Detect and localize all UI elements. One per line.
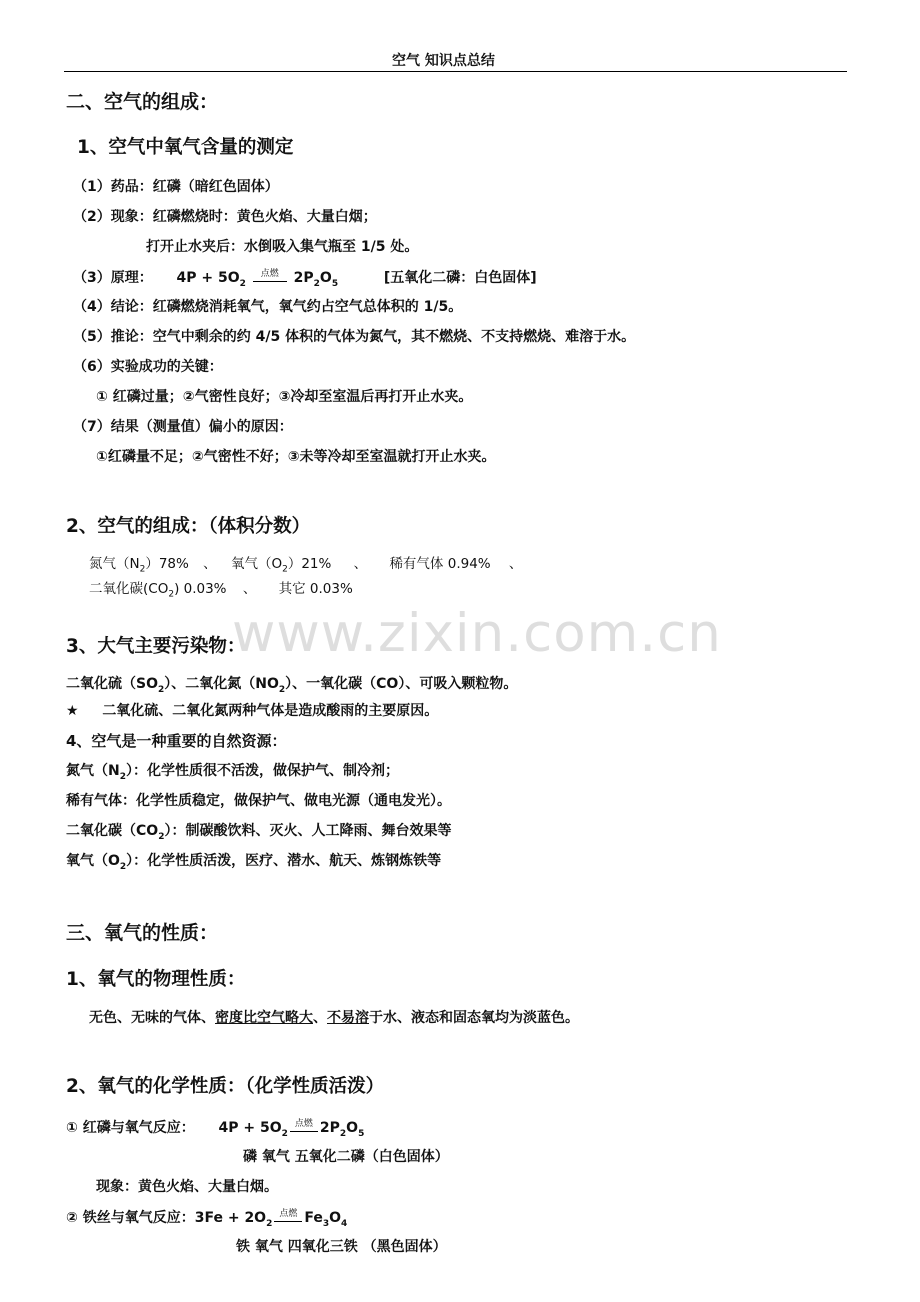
equation-sub: 5	[331, 278, 339, 289]
section-heading-oxygen-properties: 三、氧气的性质：	[66, 922, 219, 944]
equation-product: 2P	[319, 1120, 340, 1136]
equation-product: Fe	[304, 1210, 323, 1226]
reaction-condition: 点燃	[272, 1206, 304, 1219]
resource-text: 氧气（O	[66, 853, 120, 869]
formula-sub: 2	[119, 771, 126, 782]
measurement-line-7: （6）实验成功的关键：	[73, 359, 223, 375]
measurement-line-2: （2）现象：红磷燃烧时：黄色火焰、大量白烟；	[73, 209, 377, 225]
formula-sub: 5	[358, 1128, 365, 1139]
resource-rare-gas: 稀有气体：化学性质稳定，做保护气、做电光源（通电发光）。	[66, 793, 451, 809]
acid-rain-text: 二氧化硫、二氧化氮两种气体是造成酸雨的主要原因。	[102, 703, 439, 719]
subheading-physical-properties: 1、氧气的物理性质：	[66, 969, 246, 990]
formula-sub: 4	[341, 1218, 348, 1229]
measurement-line-9: （7）结果（测量值）偏小的原因：	[73, 419, 293, 435]
measurement-line-5: （4）结论：红磷燃烧消耗氧气，氧气约占空气总体积的 1/5。	[73, 299, 463, 315]
separator: 、	[242, 581, 257, 597]
star-icon: ★	[66, 703, 79, 719]
subheading-resources: 4、空气是一种重要的自然资源：	[66, 732, 287, 750]
resource-text: ）：化学性质活泼，医疗、潜水、航天、炼钢炼铁等	[126, 853, 442, 869]
reaction-iron	[66, 1206, 347, 1229]
resource-co2	[66, 820, 451, 842]
product-note: [五氧化二磷：白色固体]	[383, 270, 537, 286]
reaction-condition: 点燃	[288, 1116, 320, 1129]
resource-text: ）：化学性质很不活泼，做保护气、制冷剂；	[125, 763, 399, 779]
formula-sub: 2	[168, 589, 175, 600]
reaction-condition: 点燃	[251, 266, 289, 279]
formula-sub: 2	[339, 1128, 347, 1139]
separator: 、	[353, 556, 368, 572]
page-header-title: 空气 知识点总结	[392, 53, 495, 69]
principle-label: （3）原理：	[73, 270, 153, 286]
property-text: 、	[313, 1010, 327, 1026]
resource-text: ）：制碳酸饮料、灭火、人工降雨、舞台效果等	[164, 823, 452, 839]
equation-sub: 2	[239, 278, 246, 289]
resource-oxygen	[66, 850, 441, 872]
formula-sub: 2	[119, 861, 127, 872]
formula-sub: 2	[266, 1218, 273, 1229]
solubility-underlined: 不易溶	[327, 1010, 369, 1026]
formula-sub: 2	[278, 684, 286, 695]
measurement-line-8: ① 红磷过量；②气密性良好；③冷却至室温后再打开止水夹。	[96, 389, 473, 405]
measurement-line-10: ①红磷量不足；②气密性不好；③未等冷却至室温就打开止水夹。	[96, 449, 496, 465]
equation-product: 2P	[293, 270, 314, 286]
reaction-phosphorus	[66, 1116, 364, 1139]
measurement-line-6: （5）推论：空气中剩余的约 4/5 体积的气体为氮气，其不燃烧、不支持燃烧、难溶于水。	[73, 329, 636, 345]
subheading-pollutants: 3、大气主要污染物：	[66, 636, 246, 657]
property-text: 无色、无味的气体、	[89, 1010, 215, 1026]
composition-row-1	[89, 552, 522, 575]
formula-sub: 3	[322, 1218, 330, 1229]
reaction-phosphorus-phenomenon: 现象：黄色火焰、大量白烟。	[96, 1179, 278, 1195]
watermark: www.zixin.com.cn	[232, 603, 722, 664]
resource-text: 氮气（N	[66, 763, 120, 779]
equation-reactants: 3Fe + 2O	[194, 1210, 267, 1226]
measurement-line-1: （1）药品：红磷（暗红色固体）	[73, 179, 279, 195]
acid-rain-note	[66, 700, 438, 720]
formula-sub: 2	[282, 564, 288, 575]
nitrogen-label: 氮气（N	[89, 556, 140, 572]
subheading-chemical-properties: 2、氧气的化学性质：（化学性质活泼）	[66, 1076, 385, 1097]
separator: 、	[508, 556, 523, 572]
equation-product: O	[319, 270, 332, 286]
formula-sub: 2	[158, 831, 165, 842]
formula-sub: 2	[281, 1128, 288, 1139]
reaction-phosphorus-names: 磷 氧气 五氧化二磷（白色固体）	[243, 1149, 449, 1165]
co2-label: 二氧化碳(CO	[89, 581, 169, 597]
other-value: 其它 0.03%	[278, 581, 353, 597]
subheading-oxygen-measurement: 1、空气中氧气含量的测定	[77, 137, 294, 158]
reaction-label: ② 铁丝与氧气反应：	[66, 1210, 195, 1226]
equation-sub: 2	[313, 278, 320, 289]
property-text: 于水、液态和固态氧均为淡蓝色。	[369, 1010, 579, 1026]
pollutant-text: ）、一氧化碳（CO）、可吸入颗粒物。	[285, 676, 518, 692]
resource-text: 二氧化碳（CO	[66, 823, 159, 839]
rare-gas-value: 稀有气体 0.94%	[389, 556, 491, 572]
principle-line	[73, 266, 537, 289]
co2-value: ) 0.03%	[174, 581, 227, 597]
resource-nitrogen	[66, 760, 399, 782]
pollutants-line	[66, 673, 517, 695]
formula-sub: 2	[157, 684, 165, 695]
equation-product: O	[346, 1120, 359, 1136]
section-heading-composition: 二、空气的组成：	[66, 91, 219, 113]
subheading-air-composition: 2、空气的组成：（体积分数）	[66, 516, 311, 537]
density-underlined: 密度比空气略大	[215, 1010, 313, 1026]
reaction-label: ① 红磷与氧气反应：	[66, 1120, 195, 1136]
composition-row-2	[89, 577, 353, 600]
pollutant-text: ）、二氧化氮（NO	[164, 676, 279, 692]
equation-reactants: 4P + 5O	[176, 270, 240, 286]
equation-product: O	[329, 1210, 342, 1226]
nitrogen-value: ）78%	[145, 556, 189, 572]
physical-properties-text	[89, 1007, 579, 1027]
formula-sub: 2	[139, 564, 146, 575]
measurement-line-3: 打开止水夹后：水倒吸入集气瓶至 1/5 处。	[146, 239, 419, 255]
oxygen-label: 氧气（O	[230, 556, 283, 572]
header-divider	[64, 71, 847, 72]
reaction-iron-names: 铁 氧气 四氧化三铁 （黑色固体）	[236, 1239, 447, 1255]
oxygen-value: ）21%	[287, 556, 332, 572]
equation-reactants: 4P + 5O	[218, 1120, 282, 1136]
separator: 、	[203, 556, 217, 572]
pollutant-text: 二氧化硫（SO	[66, 676, 158, 692]
